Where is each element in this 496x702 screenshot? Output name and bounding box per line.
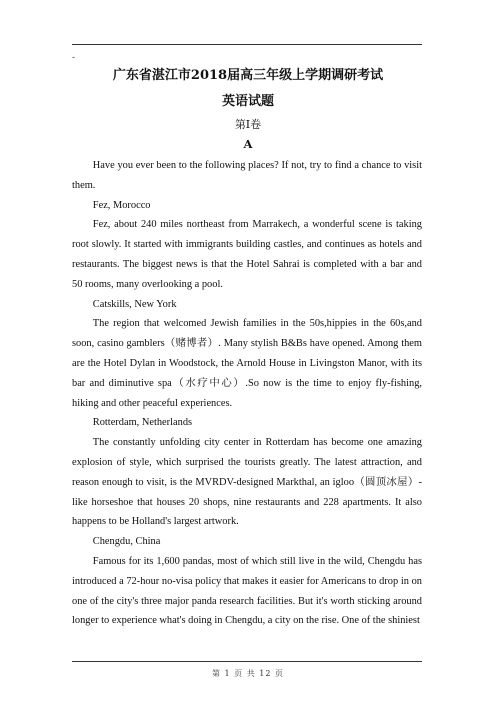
intro-paragraph: Have you ever been to the following places? If not, try to find a chance to visit them.	[72, 160, 422, 191]
place-heading-fez: Fez, Morocco	[92, 199, 151, 211]
header-rule	[72, 44, 422, 45]
footer-rule	[72, 661, 422, 662]
place-heading-chengdu: Chengdu, China	[92, 536, 161, 548]
paragraph-fez: Fez, about 240 miles northeast from Marrakech, a wonderful scene is taking root slowly. It started with immigrants building castles, and continues as hotels and restaurants. The biggest news is that the Hotel Sahrai is completed with a bar and 50 rooms, many overlooking a pool.	[72, 219, 422, 290]
place-heading-catskills: Catskills, New York	[92, 298, 177, 310]
place-heading-rotterdam: Rotterdam, Netherlands	[92, 417, 193, 429]
page-footer: 第 1 页 共 12 页	[212, 669, 284, 678]
exam-title: 广东省湛江市2018届高三年级上学期调研考试	[112, 68, 384, 83]
header-mark: -	[72, 53, 76, 63]
exam-subtitle: 英语试题	[221, 94, 274, 109]
passage-body	[72, 156, 422, 631]
part-label: 第Ⅰ卷	[234, 118, 262, 131]
paragraph-rotterdam: The constantly unfolding city center in Rotterdam has become one amazing explosion of style, which surprised the tourists greatly. The latest attraction, and reason enough to visit, is the MVRDV-designed Markthal, an igloo（圆顶冰屋）-like horseshoe that houses 20 shops, nine restaurants and 228 apartments. It also happens to be Holland's largest artwork.	[72, 437, 422, 528]
section-label: A	[243, 137, 253, 151]
paragraph-catskills: The region that welcomed Jewish families in the 50s,hippies in the 60s,and soon, casino gamblers（赌博者）. Many stylish B&Bs have opened. Among them are the Hotel Dylan in Woodstock, the Arnold House in Livingston Manor, with its bar and diminutive spa（水疗中心）.So now is the time to enjoy fly-fishing, hiking and other peaceful experiences.	[72, 318, 422, 409]
paragraph-chengdu: Famous for its 1,600 pandas, most of which still live in the wild, Chengdu has introduced a 72-hour no-visa policy that makes it easier for Americans to drop in on one of the city's three major panda research facilities. But it's worth sticking around longer to experience what's doing in Chengdu, a city on the rise. One of the shiniest	[72, 555, 422, 627]
